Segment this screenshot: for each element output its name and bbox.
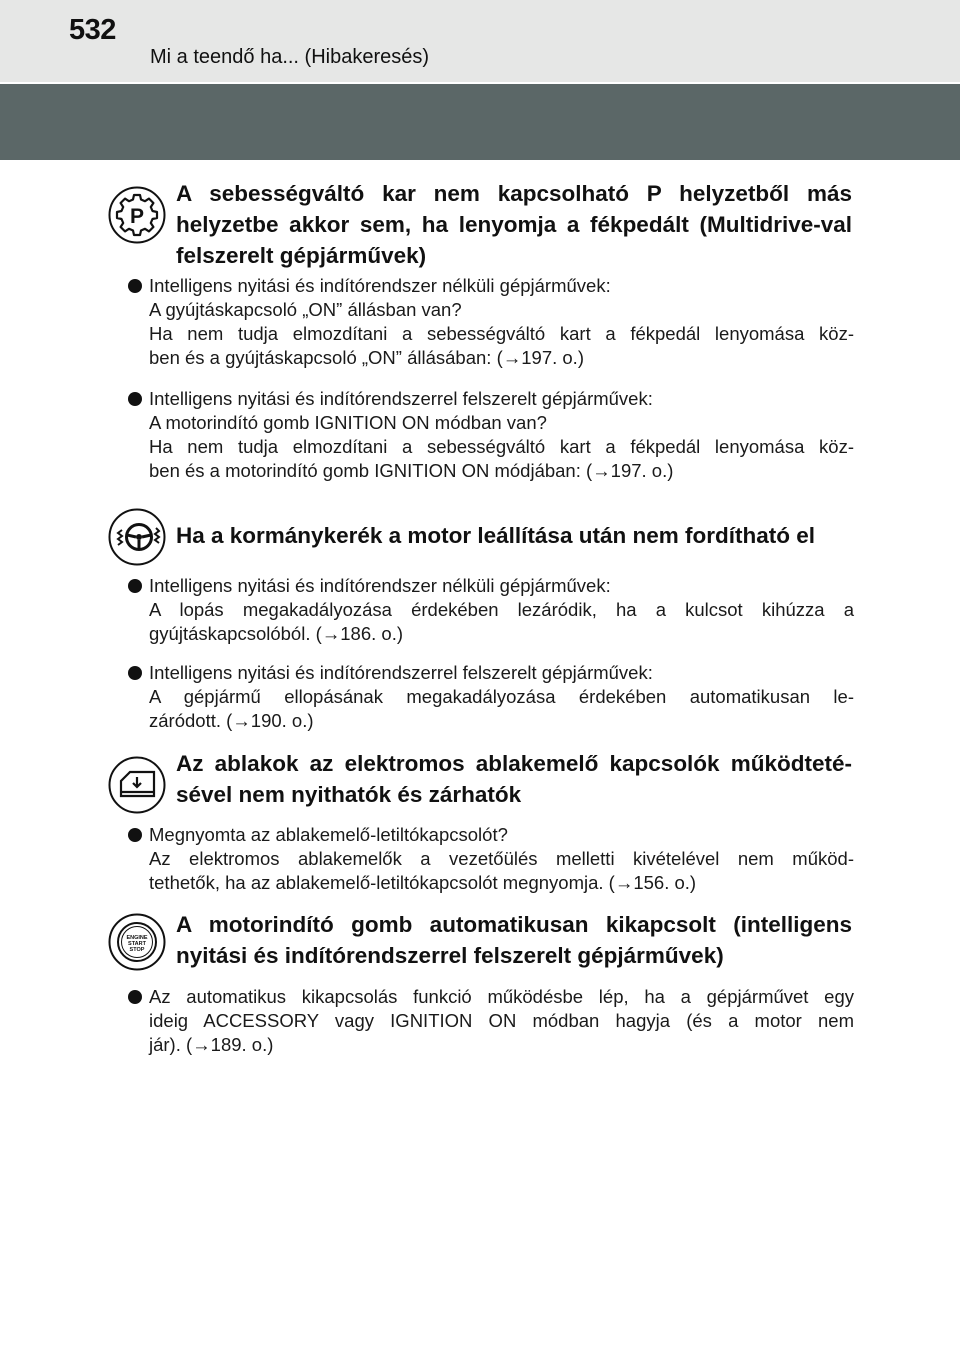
section-heading: Ha a kormánykerék a motor leállítása után nem fordítható el [176,523,815,548]
section-heading-shift-lever [108,178,852,273]
bullet-dot [128,392,142,406]
svg-text:START: START [128,941,146,947]
steering-wheel-lock-icon [108,508,166,566]
gear-p-icon [108,186,166,244]
page-header [0,0,960,82]
section-heading-engine-switch [108,909,852,979]
list-item: Megnyomta az ablakemelő-letiltókapcsolót? Az elektromos ablakemelők a vezetőülés melletti kivételével nem működ- tethetők, ha az ablakemelő-letiltókapcsolót megnyomja. (→156. o.) [128,823,854,895]
bullet-dot [128,666,142,680]
section-heading: Az ablakok az elektromos ablakemelő kapcsolók működteté- sével nem nyithatók és zárhatók [176,751,852,807]
svg-text:STOP: STOP [129,947,145,953]
list-item: Intelligens nyitási és indítórendszer nélküli gépjárművek: A gyújtáskapcsoló „ON” állásban van? Ha nem tudja elmozdítani a sebességváltó kart a fékpedál lenyomása köz- ben és a gyújtáskapcsoló „ON” állásában: (→197. o.) [128,274,854,370]
engine-start-stop-icon [108,913,166,971]
bullet-dot [128,579,142,593]
power-window-icon [108,756,166,814]
section-heading-power-windows [108,748,852,818]
section-heading-steering-lock [108,508,852,568]
header-band [0,84,960,160]
list-item: Intelligens nyitási és indítórendszerrel felszerelt gépjárművek: A motorindító gomb IGNITION ON módban van? Ha nem tudja elmozdítani a sebességváltó kart a fékpedál lenyomása köz- ben és a motorindító gomb IGNITION ON módjában: (→197. o.) [128,387,854,483]
svg-text:ENGINE: ENGINE [126,935,148,941]
list-item: Intelligens nyitási és indítórendszerrel felszerelt gépjárművek: A gépjármű ellopásának megakadályozása érdekében automatikusan le- záródott. (→190. o.) [128,661,854,733]
section-heading: A sebességváltó kar nem kapcsolható P helyzetből más helyzetbe akkor sem, ha lenyomja a fékpedált (Multidrive-val felszerelt gépjárművek) [176,181,852,268]
bullet-dot [128,279,142,293]
chapter-title: Mi a teendő ha... (Hibakeresés) [150,46,430,68]
list-item: Intelligens nyitási és indítórendszer nélküli gépjárművek: A lopás megakadályozása érdekében lezáródik, ha a kulcsot kihúzza a gyújtáskapcsolóból. (→186. o.) [128,574,854,646]
list-item: Az automatikus kikapcsolás funkció működésbe lép, ha a gépjárművet egy ideig ACCESSORY vagy IGNITION ON módban hagyja (és a motor nem jár). (→189. o.) [128,985,854,1057]
bullet-dot [128,828,142,842]
bullet-dot [128,990,142,1004]
section-heading: A motorindító gomb automatikusan kikapcsolt (intelligens nyitási és indítórendszerrel felszerelt gépjárművek) [176,912,852,968]
page-number: 532 [69,14,116,46]
svg-text:P: P [129,205,145,228]
